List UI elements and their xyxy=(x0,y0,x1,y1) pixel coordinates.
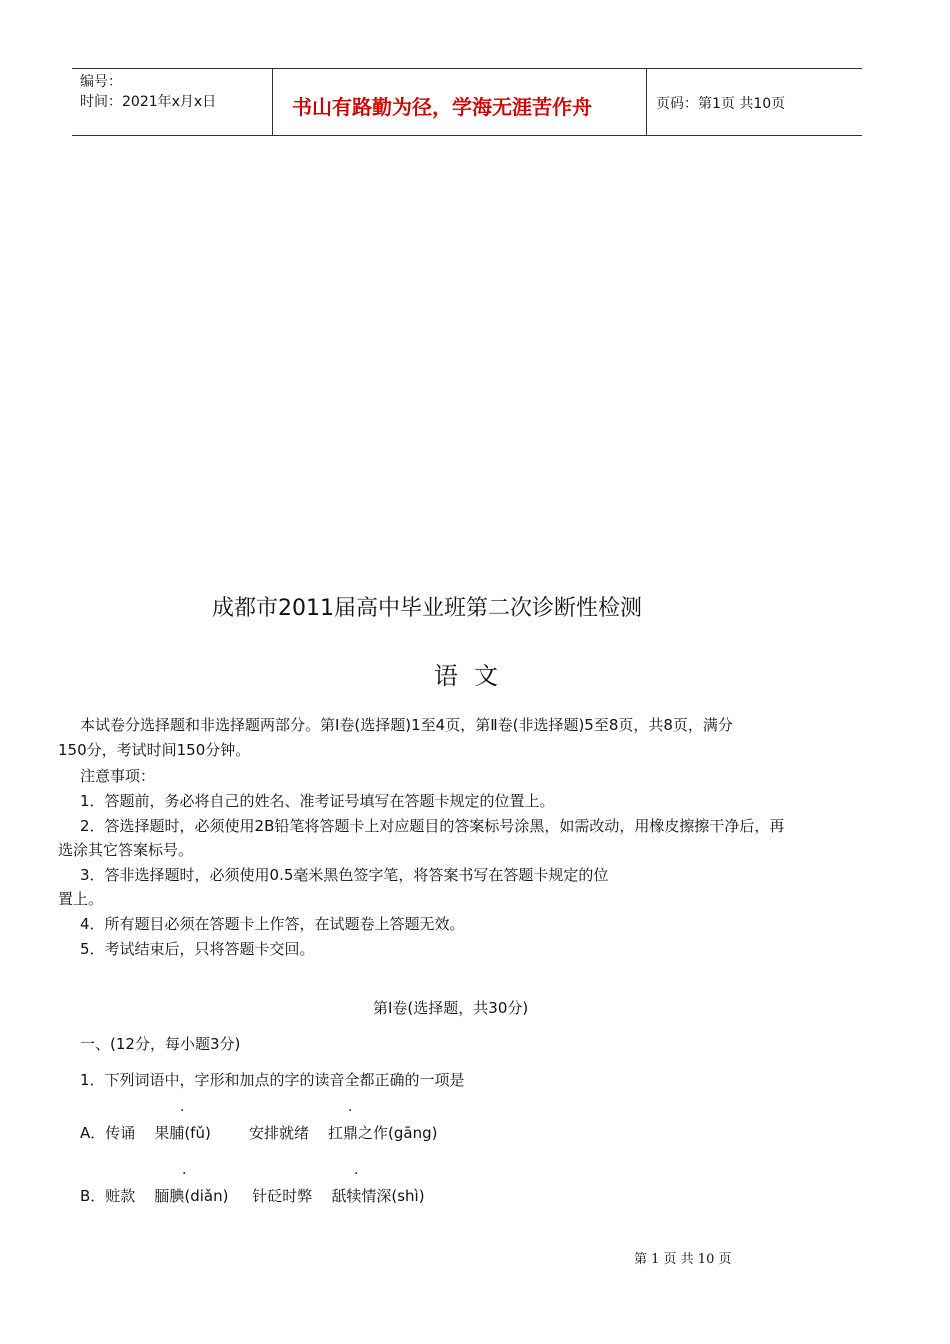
header-top-border xyxy=(72,68,862,69)
intro-line-2: 150分，考试时间150分钟。 xyxy=(58,741,251,759)
header-page-info: 页码：第1页 共10页 xyxy=(656,96,786,112)
note-3-line-1: 3．答非选择题时，必须使用0.5毫米黑色签字笔，将答案书写在答题卡规定的位 xyxy=(80,866,609,884)
note-2-line-2: 选涂其它答案标号。 xyxy=(58,841,194,859)
option-b: B．赃款 腼腆(diǎn) 针砭时弊 舐犊情深(shì) xyxy=(80,1187,425,1205)
question-1: 1．下列词语中，字形和加点的字的读音全都正确的一项是 xyxy=(80,1071,465,1089)
note-1: 1．答题前，务必将自己的姓名、准考证号填写在答题卡规定的位置上。 xyxy=(80,792,555,810)
header-divider-right xyxy=(646,69,647,136)
note-4: 4．所有题目必须在答题卡上作答，在试题卷上答题无效。 xyxy=(80,915,465,933)
header-number-label: 编号： xyxy=(80,74,122,90)
section-1-title: 第Ⅰ卷(选择题，共30分) xyxy=(373,999,529,1017)
emphasis-dot-fu: · xyxy=(180,1103,185,1119)
exam-subject: 语文 xyxy=(434,662,514,690)
notes-title: 注意事项： xyxy=(80,767,156,785)
note-2-line-1: 2．答选择题时，必须使用2B铅笔将答题卡上对应题目的答案标号涂黑，如需改动，用橡皮擦擦干净后，再 xyxy=(80,817,785,835)
note-5: 5．考试结束后，只将答题卡交回。 xyxy=(80,940,315,958)
header-bottom-border xyxy=(72,135,862,136)
part-1-header: 一、(12分，每小题3分) xyxy=(80,1035,241,1053)
header-divider-left xyxy=(272,69,273,136)
header-time-label: 时间：2021年x月x日 xyxy=(80,94,217,110)
header-motto: 书山有路勤为径，学海无涯苦作舟 xyxy=(292,95,592,119)
exam-title: 成都市2011届高中毕业班第二次诊断性检测 xyxy=(212,596,642,621)
intro-line-1: 本试卷分选择题和非选择题两部分。第Ⅰ卷(选择题)1至4页，第Ⅱ卷(非选择题)5至8页，共8页，满分 xyxy=(80,716,733,734)
emphasis-dot-shi: · xyxy=(354,1166,359,1182)
page-footer: 第 1 页 共 10 页 xyxy=(634,1252,732,1267)
emphasis-dot-dian: · xyxy=(182,1166,187,1182)
note-3-line-2: 置上。 xyxy=(58,890,104,908)
option-a: A．传诵 果脯(fǔ) 安排就绪 扛鼎之作(gāng) xyxy=(80,1124,438,1142)
emphasis-dot-gang: · xyxy=(348,1103,353,1119)
